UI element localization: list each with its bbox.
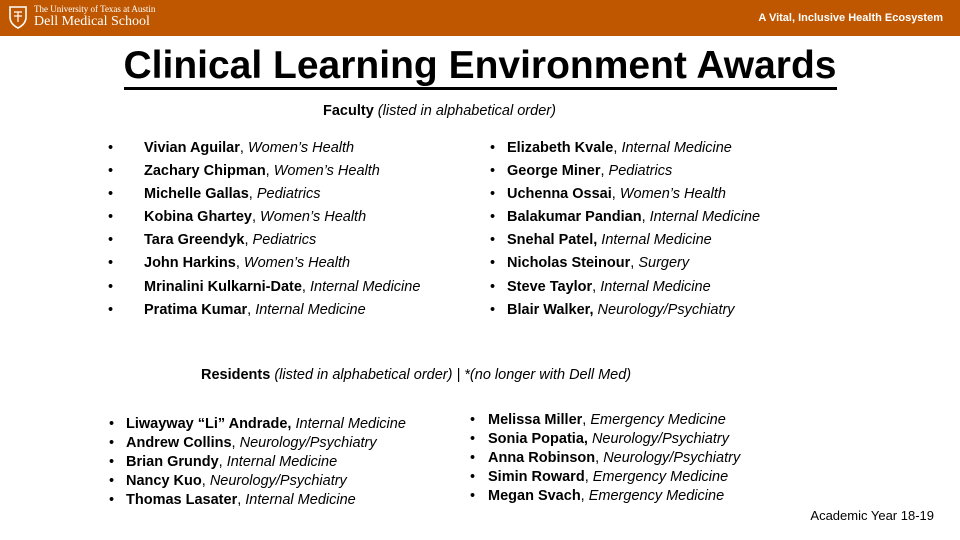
logo-university: The University of Texas at Austin <box>34 4 156 14</box>
bullet-icon: • <box>470 412 476 428</box>
bullet-icon: • <box>109 454 115 470</box>
awardee-department: Neurology/Psychiatry <box>603 450 741 466</box>
bullet-icon: • <box>108 163 114 180</box>
bullet-icon: • <box>470 469 476 485</box>
awardee-department: Internal Medicine <box>255 301 366 318</box>
list-item <box>490 229 760 252</box>
bullet-icon: • <box>470 450 476 466</box>
awardee-name: Nancy Kuo <box>126 473 202 489</box>
faculty-list-right <box>490 137 760 322</box>
bullet-icon: • <box>470 488 476 504</box>
awardee-name: George Miner <box>507 163 601 180</box>
separator: , <box>301 278 310 295</box>
bullet-icon: • <box>490 255 496 272</box>
awardee-department: Pediatrics <box>252 232 317 249</box>
awardee-department: Pediatrics <box>256 186 321 203</box>
separator: , <box>611 186 620 203</box>
awardee-department: Internal Medicine <box>245 492 356 508</box>
separator: , <box>247 301 256 318</box>
faculty-heading-label: Faculty <box>323 103 374 119</box>
residents-heading-note: (listed in alphabetical order) | *(no longer with Dell Med) <box>274 367 632 383</box>
awardee-department: Women’s Health <box>247 140 355 156</box>
bullet-icon: • <box>108 255 114 272</box>
awardee-department: Neurology/Psychiatry <box>239 435 377 451</box>
bullet-icon: • <box>108 232 114 249</box>
list-item <box>490 183 760 206</box>
awardee-name: Anna Robinson <box>488 450 596 466</box>
awardee-department: Women’s Health <box>273 163 380 180</box>
faculty-list-left <box>108 137 420 322</box>
bullet-icon: • <box>109 473 115 489</box>
list-item <box>470 411 740 430</box>
list-item <box>109 453 406 472</box>
list-item <box>108 137 420 160</box>
bullet-icon: • <box>108 186 114 203</box>
awardee-name: Liwayway “Li” Andrade, <box>126 416 292 432</box>
separator: , <box>630 255 639 272</box>
separator: , <box>218 454 227 470</box>
page-title: Clinical Learning Environment Awards <box>0 43 960 89</box>
residents-list-left <box>109 415 406 510</box>
awardee-name: Thomas Lasater <box>126 492 238 508</box>
separator: , <box>235 255 244 272</box>
bullet-icon: • <box>490 301 496 318</box>
separator: , <box>582 412 591 428</box>
awardee-name: Elizabeth Kvale <box>507 140 614 156</box>
list-item <box>109 491 406 510</box>
list-item <box>490 137 760 160</box>
list-item <box>470 468 740 487</box>
awardee-department: Emergency Medicine <box>590 412 726 428</box>
awardee-name: Uchenna Ossai <box>507 186 612 203</box>
awardee-department: Women’s Health <box>260 209 367 226</box>
bullet-icon: • <box>108 209 114 226</box>
list-item <box>109 472 406 491</box>
awardee-name: Vivian Aguilar <box>144 140 240 156</box>
separator: , <box>248 186 257 203</box>
awardee-department: Neurology/Psychiatry <box>597 301 735 318</box>
awardee-name: Mrinalini Kulkarni-Date <box>144 278 302 295</box>
awardee-department: Internal Medicine <box>226 454 338 470</box>
awardee-name: Brian Grundy <box>126 454 219 470</box>
list-item <box>108 276 420 299</box>
list-item <box>470 430 740 449</box>
bullet-icon: • <box>490 186 496 203</box>
residents-heading-label: Residents <box>201 367 271 383</box>
awardee-department: Internal Medicine <box>600 278 711 295</box>
awardee-name: Snehal Patel, <box>507 232 598 249</box>
bullet-icon: • <box>490 140 496 156</box>
awardee-department: Surgery <box>638 255 690 272</box>
separator: , <box>595 450 604 466</box>
awardee-name: Balakumar Pandian <box>507 209 642 226</box>
awardee-department: Internal Medicine <box>295 416 406 432</box>
awardee-name: Sonia Popatia, <box>488 431 588 447</box>
awardee-department: Internal Medicine <box>309 278 421 295</box>
bullet-icon: • <box>109 492 115 508</box>
awardee-department: Pediatrics <box>608 163 673 180</box>
bullet-icon: • <box>470 431 476 447</box>
awardee-department: Internal Medicine <box>621 140 732 156</box>
separator: , <box>244 232 253 249</box>
awardee-name: Megan Svach <box>488 488 581 504</box>
school-logo <box>8 5 155 29</box>
list-item <box>470 449 740 468</box>
residents-heading <box>201 367 631 383</box>
list-item <box>109 415 406 434</box>
bullet-icon: • <box>108 140 114 156</box>
awardee-name: Kobina Ghartey <box>144 209 252 226</box>
awardee-name: Melissa Miller <box>488 412 583 428</box>
separator: , <box>201 473 210 489</box>
awardee-department: Neurology/Psychiatry <box>209 473 347 489</box>
list-item <box>108 160 420 183</box>
awardee-name: Simin Roward <box>488 469 585 485</box>
awardee-department: Emergency Medicine <box>588 488 725 504</box>
awardee-name: Andrew Collins <box>126 435 232 451</box>
separator: , <box>251 209 261 226</box>
separator: , <box>592 278 601 295</box>
bullet-icon: • <box>108 278 114 295</box>
separator: , <box>265 163 274 180</box>
separator: , <box>613 140 622 156</box>
bullet-icon: • <box>490 209 496 226</box>
list-item <box>108 252 420 275</box>
list-item <box>470 487 740 506</box>
list-item <box>108 299 420 322</box>
separator: , <box>237 492 246 508</box>
list-item <box>108 183 420 206</box>
separator: , <box>584 469 593 485</box>
bullet-icon: • <box>108 301 114 318</box>
awardee-department: Internal Medicine <box>601 232 712 249</box>
awardee-department: Emergency Medicine <box>592 469 729 485</box>
awardee-department: Women’s Health <box>619 186 726 203</box>
list-item <box>109 434 406 453</box>
awardee-name: Zachary Chipman <box>144 163 266 180</box>
awardee-name: John Harkins <box>144 255 236 272</box>
logo-school: Dell Medical School <box>34 14 150 29</box>
bullet-icon: • <box>490 278 496 295</box>
bullet-icon: • <box>490 163 496 180</box>
awardee-department: Neurology/Psychiatry <box>591 431 729 447</box>
awardee-name: Michelle Gallas <box>144 186 249 203</box>
ut-shield-icon <box>8 5 28 29</box>
separator: , <box>641 209 650 226</box>
list-item <box>490 252 760 275</box>
separator: , <box>580 488 589 504</box>
awardee-department: Internal Medicine <box>649 209 761 226</box>
bullet-icon: • <box>109 435 115 451</box>
awardee-name: Steve Taylor <box>507 278 593 295</box>
faculty-heading <box>323 103 556 119</box>
bullet-icon: • <box>109 416 115 432</box>
faculty-heading-note: (listed in alphabetical order) <box>377 103 556 119</box>
awardee-department: Women’s Health <box>243 255 351 272</box>
separator: , <box>600 163 609 180</box>
residents-list-right <box>470 411 740 506</box>
tagline: A Vital, Inclusive Health Ecosystem <box>758 12 943 24</box>
list-item <box>490 206 760 229</box>
list-item <box>108 206 420 229</box>
separator: , <box>239 140 248 156</box>
awardee-name: Tara Greendyk <box>144 232 245 249</box>
academic-year: Academic Year 18-19 <box>810 508 934 523</box>
awardee-name: Pratima Kumar <box>144 301 248 318</box>
awardee-name: Blair Walker, <box>507 301 594 318</box>
list-item <box>490 160 760 183</box>
header-bar <box>0 0 960 36</box>
awardee-name: Nicholas Steinour <box>507 255 631 272</box>
separator: , <box>231 435 240 451</box>
bullet-icon: • <box>490 232 496 249</box>
list-item <box>490 299 760 322</box>
list-item <box>108 229 420 252</box>
list-item <box>490 276 760 299</box>
